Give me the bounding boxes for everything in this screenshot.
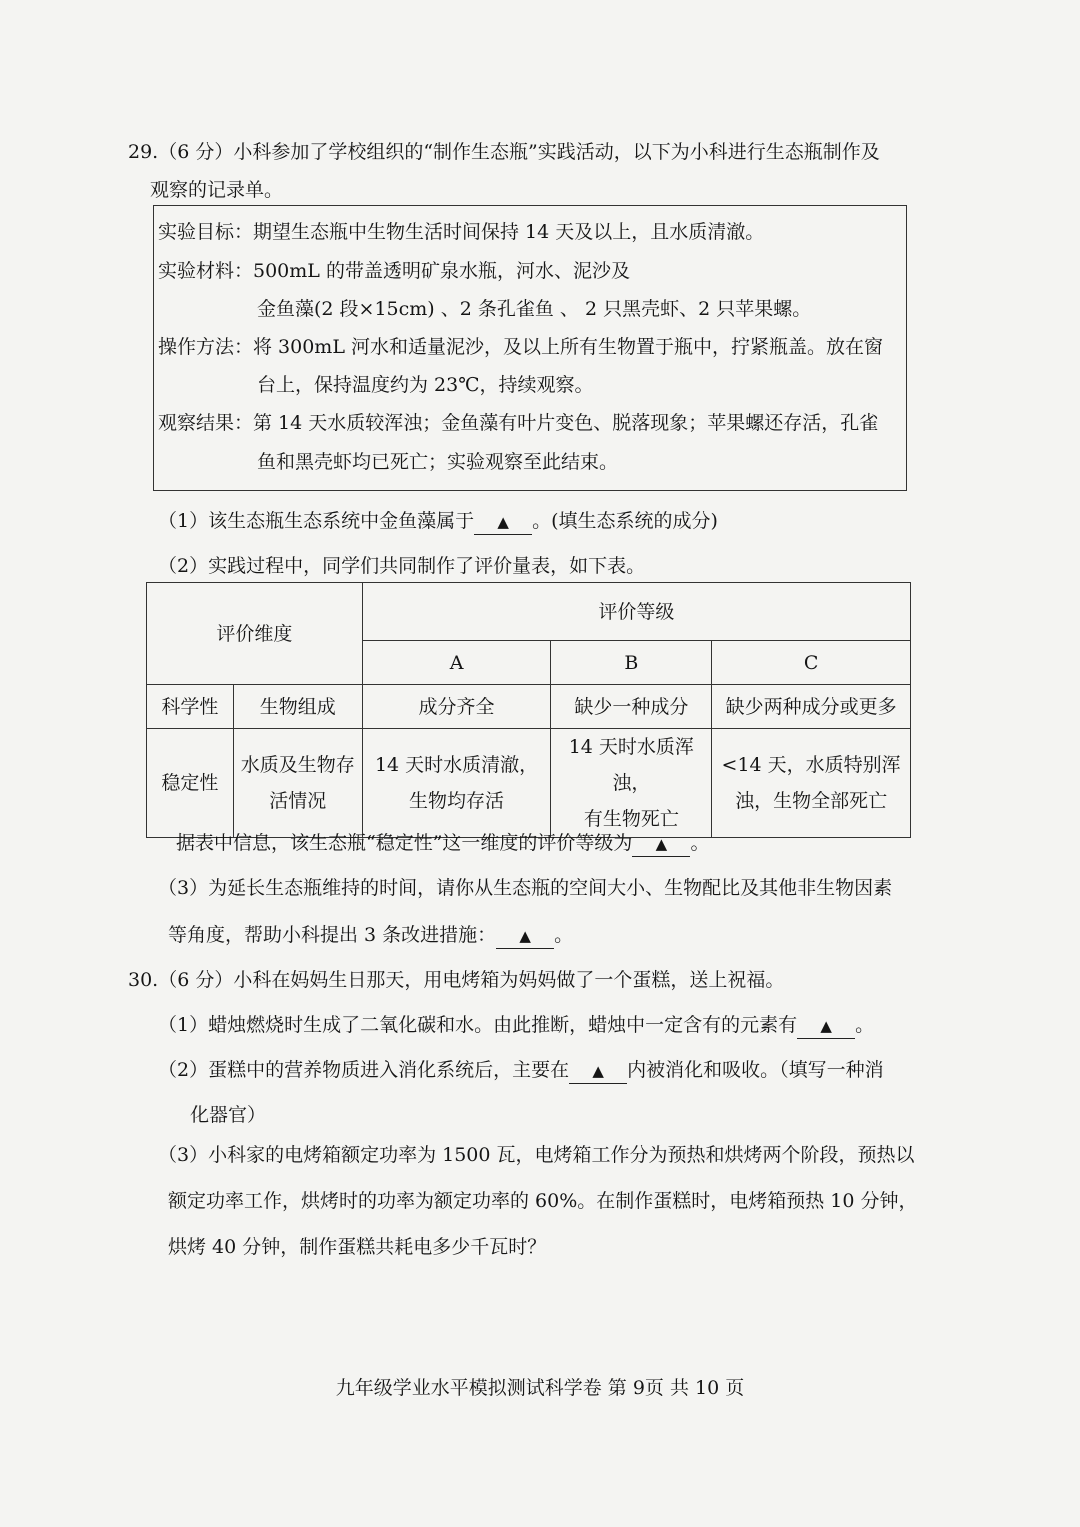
q29-stem-line2: 观察的记录单。 xyxy=(150,179,284,201)
row-stability-c: <14 天，水质特别浑 浊，生物全部死亡 xyxy=(712,729,911,838)
q30-sub1: （1）蜡烛燃烧时生成了二氧化碳和水。由此推断，蜡烛中一定含有的元素有 ▲ 。 xyxy=(158,1011,874,1041)
record-result-line2: 鱼和黑壳虾均已死亡；实验观察至此结束。 xyxy=(257,451,619,473)
triangle-icon: ▲ xyxy=(497,513,509,531)
triangle-icon: ▲ xyxy=(592,1062,604,1080)
q30-sub2 xyxy=(158,1056,884,1086)
row-stability-dim: 稳定性 xyxy=(147,729,234,838)
record-materials-line1: 实验材料：500mL 的带盖透明矿泉水瓶，河水、泥沙及 xyxy=(158,260,630,282)
answer-blank[interactable] xyxy=(797,1009,855,1039)
q30-sub2-line2: 化器官） xyxy=(190,1104,267,1126)
q29-sub1-text: （1）该生态瓶生态系统中金鱼藻属于 xyxy=(158,510,475,532)
q29-sub1 xyxy=(158,507,718,537)
record-goal: 实验目标：期望生态瓶中生物生活时间保持 14 天及以上，且水质清澈。 xyxy=(158,221,765,243)
q29-sub1-hint: 。(填生态系统的成分) xyxy=(532,510,718,532)
q30-sub1-text: （1）蜡烛燃烧时生成了二氧化碳和水。由此推断，蜡烛中一定含有的元素有 xyxy=(158,1014,798,1036)
header-level-c: C xyxy=(712,641,911,685)
q30-sub3-line2: 额定功率工作，烘烤时的功率为额定功率的 60%。在制作蛋糕时，电烤箱预热 10 分钟， xyxy=(168,1190,918,1212)
row-scientific-a: 成分齐全 xyxy=(362,685,551,729)
q29-sub3-line2: 等角度，帮助小科提出 3 条改进措施： ▲ 。 xyxy=(168,921,573,951)
answer-blank[interactable] xyxy=(474,505,532,535)
triangle-icon: ▲ xyxy=(820,1017,832,1035)
header-level-b: B xyxy=(551,641,712,685)
row-stability-a: 14 天时水质清澈， 生物均存活 xyxy=(362,729,551,838)
q29-sub2: （2）实践过程中，同学们共同制作了评价量表，如下表。 xyxy=(158,555,646,577)
q29-sub2-question-text: 据表中信息，该生态瓶“稳定性”这一维度的评价等级为 xyxy=(176,832,633,854)
record-materials-line2: 金鱼藻(2 段×15cm) 、2 条孔雀鱼 、 2 只黑壳虾、2 只苹果螺。 xyxy=(257,298,812,320)
triangle-icon: ▲ xyxy=(655,835,668,853)
triangle-icon: ▲ xyxy=(519,927,531,945)
page-footer: 九年级学业水平模拟测试科学卷 第 9页 共 10 页 xyxy=(335,1377,745,1399)
row-scientific-dim: 科学性 xyxy=(147,685,234,729)
q29-sub3-line1: （3）为延长生态瓶维持的时间，请你从生态瓶的空间大小、生物配比及其他非生物因素 xyxy=(158,877,893,899)
q29-stem-line1: 29.（6 分）小科参加了学校组织的“制作生态瓶”实践活动，以下为小科进行生态瓶制作及 xyxy=(128,141,880,163)
header-level-a: A xyxy=(362,641,551,685)
q30-sub2-hint: 内被消化和吸收。（填写一种消 xyxy=(627,1059,884,1081)
record-method-line1: 操作方法：将 300mL 河水和适量泥沙，及以上所有生物置于瓶中，拧紧瓶盖。放在窗 xyxy=(158,336,883,358)
header-dimension: 评价维度 xyxy=(147,583,363,685)
row-scientific-sub: 生物组成 xyxy=(233,685,362,729)
q30-sub3-line3: 烘烤 40 分钟，制作蛋糕共耗电多少千瓦时？ xyxy=(168,1236,547,1258)
q29-sub3-text: 等角度，帮助小科提出 3 条改进措施： xyxy=(168,924,497,946)
q29-sub2-question: 据表中信息，该生态瓶“稳定性”这一维度的评价等级为 ▲ 。 xyxy=(176,829,709,859)
answer-blank[interactable] xyxy=(496,919,554,949)
row-scientific-c: 缺少两种成分或更多 xyxy=(712,685,911,729)
q30-stem: 30.（6 分）小科在妈妈生日那天，用电烤箱为妈妈做了一个蛋糕，送上祝福。 xyxy=(128,969,785,991)
record-result-line1: 观察结果：第 14 天水质较浑浊；金鱼藻有叶片变色、脱落现象；苹果螺还存活，孔雀 xyxy=(158,412,879,434)
evaluation-table xyxy=(146,582,911,838)
answer-blank[interactable] xyxy=(569,1054,627,1084)
row-scientific-b: 缺少一种成分 xyxy=(551,685,712,729)
q30-sub2-text: （2）蛋糕中的营养物质进入消化系统后，主要在 xyxy=(158,1059,570,1081)
row-stability-b: 14 天时水质浑浊， 有生物死亡 xyxy=(551,729,712,838)
q30-sub3-line1: （3）小科家的电烤箱额定功率为 1500 瓦，电烤箱工作分为预热和烘烤两个阶段，预热以 xyxy=(158,1144,915,1166)
row-stability-sub: 水质及生物存 活情况 xyxy=(233,729,362,838)
header-level: 评价等级 xyxy=(362,583,910,641)
answer-blank[interactable] xyxy=(632,827,690,857)
record-method-line2: 台上，保持温度约为 23℃，持续观察。 xyxy=(257,374,594,396)
